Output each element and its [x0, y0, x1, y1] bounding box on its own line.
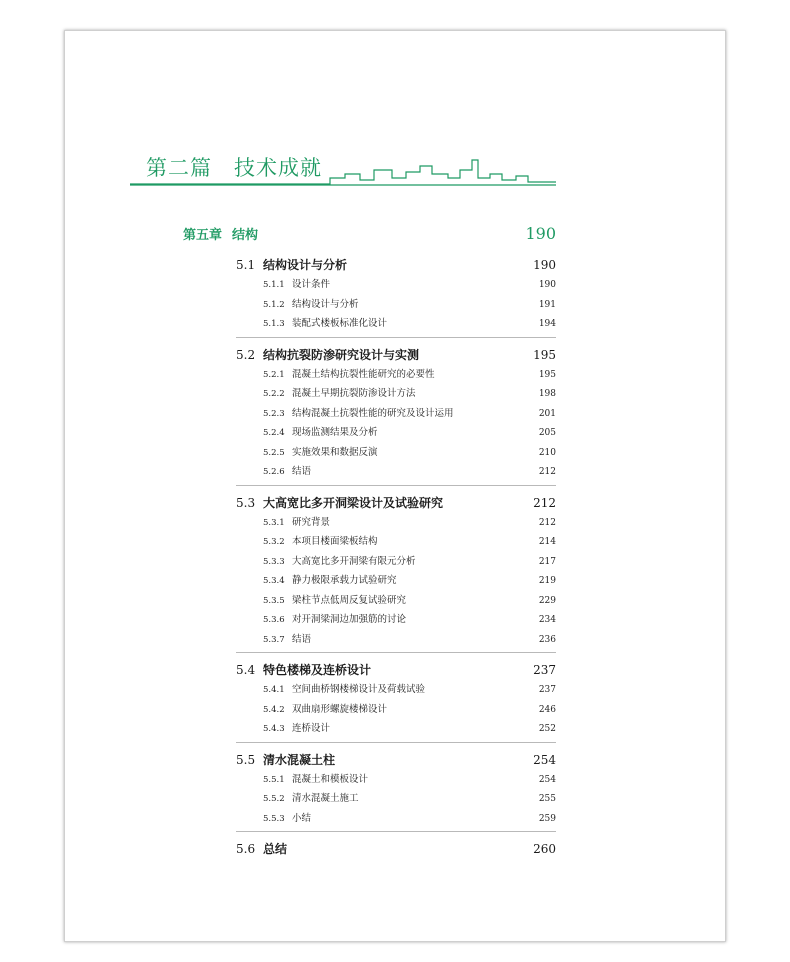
subsection-number: 5.3.5 — [263, 595, 285, 606]
section-title: 清水混凝土柱 — [263, 752, 336, 767]
section-heading[interactable] — [236, 494, 556, 514]
subsection-number: 5.3.7 — [263, 634, 285, 645]
subsection-title: 设计条件 — [292, 279, 331, 290]
section-page: 260 — [533, 842, 556, 856]
subsection-page: 195 — [538, 369, 556, 380]
subsection-title: 对开洞梁洞边加强筋的讨论 — [292, 614, 407, 625]
subsection-page: 194 — [538, 319, 556, 329]
subsection-title: 梁柱节点低周反复试验研究 — [292, 594, 407, 606]
subsection-number: 5.2.5 — [263, 447, 285, 458]
toc-section — [236, 256, 556, 338]
subsection-title: 清水混凝土施工 — [292, 793, 359, 804]
chapter-page: 190 — [525, 224, 556, 243]
subsection-page: 212 — [538, 467, 556, 477]
chapter-heading — [183, 224, 556, 243]
subsection-number: 5.1.1 — [263, 280, 285, 290]
section-number: 5.6 — [236, 842, 256, 856]
section-divider — [236, 485, 556, 486]
subsection-title: 混凝土结构抗裂性能研究的必要性 — [292, 368, 435, 380]
subsection-number: 5.2.3 — [263, 408, 285, 419]
subsection-page: 190 — [538, 280, 556, 290]
subsection-page: 212 — [538, 517, 556, 528]
subsection-title: 静力极限承载力试验研究 — [292, 575, 397, 586]
subsection-number: 5.1.2 — [263, 299, 285, 310]
section-number: 5.2 — [236, 347, 256, 362]
subsection-title: 结构设计与分析 — [292, 298, 359, 310]
subsection-page: 252 — [538, 724, 556, 734]
toc-section — [236, 494, 556, 654]
subsection-entry[interactable] — [236, 405, 556, 425]
subsection-entry[interactable] — [236, 720, 556, 740]
subsection-title: 小结 — [292, 812, 312, 824]
section-title: 总结 — [263, 842, 288, 856]
section-heading[interactable] — [236, 346, 556, 366]
subsection-number: 5.5.1 — [263, 774, 285, 785]
subsection-number: 5.2.4 — [263, 428, 285, 438]
subsection-page: 217 — [538, 556, 556, 567]
subsection-page: 255 — [538, 794, 556, 804]
toc-section — [236, 661, 556, 743]
section-heading[interactable] — [236, 840, 556, 860]
subsection-entry[interactable] — [236, 631, 556, 651]
subsection-page: 205 — [538, 428, 556, 438]
toc-section — [236, 346, 556, 486]
subsection-entry[interactable] — [236, 296, 556, 316]
subsection-entry[interactable] — [236, 771, 556, 791]
subsection-page: 234 — [538, 615, 556, 625]
subsection-entry[interactable] — [236, 611, 556, 631]
chapter-title — [183, 224, 258, 243]
subsection-number: 5.4.3 — [263, 724, 285, 734]
subsection-title: 结构混凝土抗裂性能的研究及设计运用 — [292, 407, 454, 419]
section-number: 5.1 — [236, 258, 256, 272]
subsection-entry[interactable] — [236, 790, 556, 810]
section-number: 5.5 — [236, 752, 256, 767]
part-name: 技术成就 — [234, 156, 322, 180]
subsection-title: 结语 — [292, 633, 312, 645]
subsection-page: 214 — [538, 537, 556, 547]
section-title: 结构设计与分析 — [263, 258, 348, 272]
subsection-entry[interactable] — [236, 701, 556, 721]
subsection-entry[interactable] — [236, 681, 556, 701]
subsection-page: 254 — [538, 774, 556, 785]
subsection-number: 5.5.2 — [263, 794, 285, 804]
section-heading[interactable] — [236, 661, 556, 681]
subsection-number: 5.2.6 — [263, 467, 285, 477]
subsection-page: 259 — [538, 813, 556, 824]
skyline-decoration — [130, 150, 560, 190]
subsection-number: 5.2.2 — [263, 389, 285, 399]
toc-section — [236, 840, 556, 860]
section-divider — [236, 831, 556, 832]
section-page: 190 — [533, 258, 556, 272]
subsection-title: 实施效果和数据反演 — [292, 446, 378, 458]
subsection-entry[interactable] — [236, 366, 556, 386]
subsection-title: 大高宽比多开洞梁有限元分析 — [292, 555, 416, 567]
subsection-page: 198 — [538, 389, 556, 399]
subsection-entry[interactable] — [236, 533, 556, 553]
section-page: 195 — [533, 347, 556, 362]
subsection-page: 246 — [538, 704, 556, 715]
section-title: 大高宽比多开洞梁设计及试验研究 — [263, 495, 444, 510]
subsection-entry[interactable] — [236, 424, 556, 444]
subsection-entry[interactable] — [236, 592, 556, 612]
section-heading[interactable] — [236, 751, 556, 771]
subsection-number: 5.3.2 — [263, 537, 285, 547]
subsection-title: 空间曲桥钢楼梯设计及荷载试验 — [292, 684, 426, 695]
subsection-entry[interactable] — [236, 514, 556, 534]
table-of-contents — [236, 256, 556, 867]
toc-section — [236, 751, 556, 833]
subsection-number: 5.2.1 — [263, 369, 285, 380]
subsection-number: 5.3.6 — [263, 615, 285, 625]
subsection-number: 5.5.3 — [263, 813, 285, 824]
subsection-title: 混凝土早期抗裂防渗设计方法 — [292, 388, 416, 399]
subsection-entry[interactable] — [236, 463, 556, 483]
subsection-page: 201 — [538, 408, 556, 419]
subsection-entry[interactable] — [236, 553, 556, 573]
subsection-number: 5.4.1 — [263, 685, 285, 695]
subsection-entry[interactable] — [236, 810, 556, 830]
section-title: 结构抗裂防渗研究设计与实测 — [263, 347, 420, 362]
subsection-number: 5.3.4 — [263, 576, 285, 586]
subsection-number: 5.3.1 — [263, 517, 285, 528]
subsection-title: 双曲扇形螺旋楼梯设计 — [292, 703, 388, 715]
subsection-entry[interactable] — [236, 444, 556, 464]
subsection-page: 191 — [538, 299, 556, 310]
section-divider — [236, 742, 556, 743]
subsection-title: 结语 — [292, 466, 312, 477]
subsection-title: 本项目楼面梁板结构 — [292, 536, 378, 547]
subsection-number: 5.3.3 — [263, 556, 285, 567]
subsection-title: 现场监测结果及分析 — [292, 427, 378, 438]
subsection-entry[interactable] — [236, 385, 556, 405]
subsection-number: 5.1.3 — [263, 319, 285, 329]
subsection-page: 237 — [538, 685, 556, 695]
subsection-title: 连桥设计 — [292, 723, 331, 734]
section-divider — [236, 337, 556, 338]
section-page: 212 — [533, 495, 556, 510]
subsection-title: 混凝土和模板设计 — [292, 773, 369, 785]
subsection-page: 229 — [538, 595, 556, 606]
subsection-page: 210 — [538, 447, 556, 458]
section-title: 特色楼梯及连桥设计 — [263, 663, 372, 677]
subsection-page: 219 — [538, 576, 556, 586]
section-page: 237 — [533, 663, 556, 677]
subsection-page: 236 — [538, 634, 556, 645]
section-page: 254 — [533, 752, 556, 767]
subsection-title: 研究背景 — [292, 516, 331, 528]
subsection-entry[interactable] — [236, 276, 556, 296]
subsection-number: 5.4.2 — [263, 704, 285, 715]
section-divider — [236, 652, 556, 653]
part-number: 第二篇 — [146, 156, 212, 180]
section-number: 5.3 — [236, 495, 256, 510]
section-number: 5.4 — [236, 663, 256, 677]
chapter-name: 结构 — [232, 228, 259, 243]
chapter-number: 第五章 — [183, 228, 223, 243]
subsection-title: 装配式楼板标准化设计 — [292, 318, 388, 329]
subsection-entry[interactable] — [236, 572, 556, 592]
section-heading[interactable] — [236, 256, 556, 276]
subsection-entry[interactable] — [236, 315, 556, 335]
